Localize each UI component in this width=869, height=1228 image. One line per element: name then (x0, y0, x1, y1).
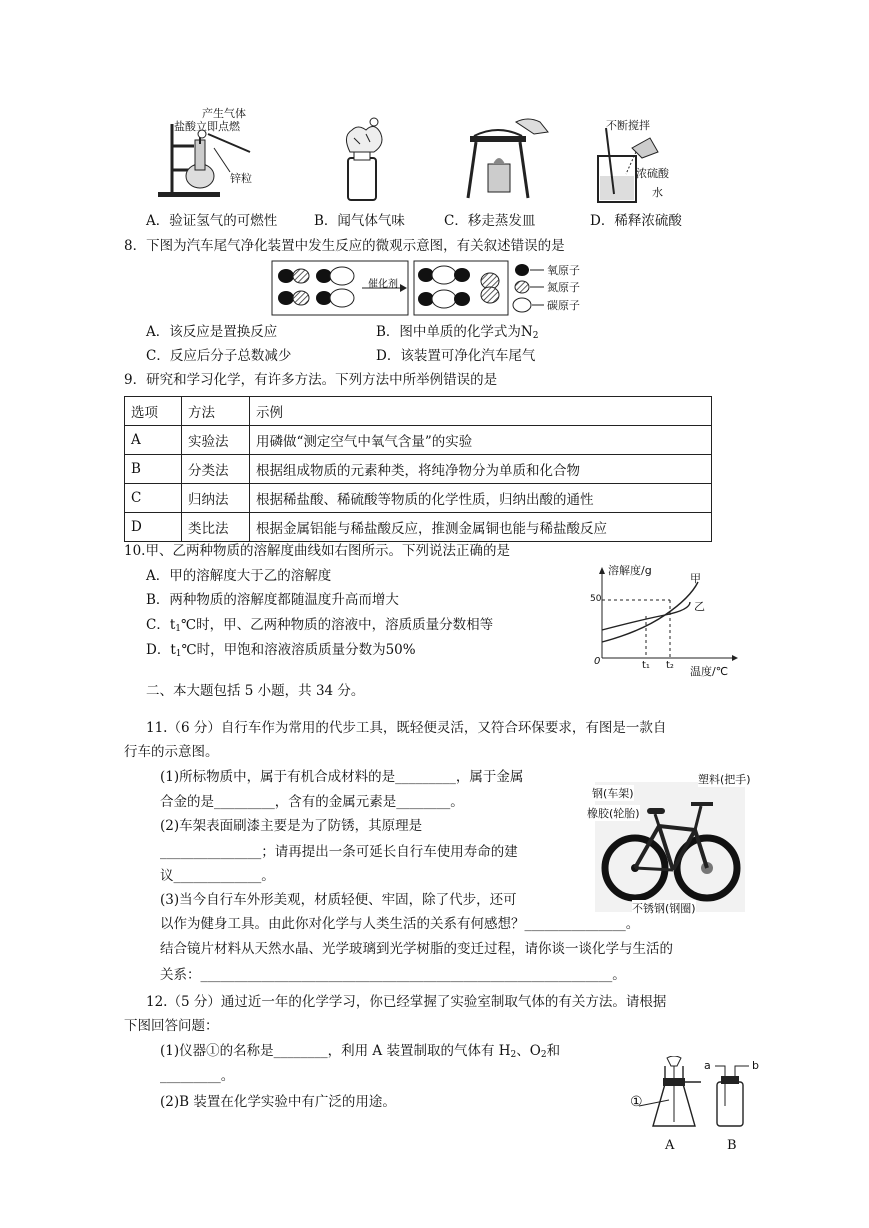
q12-line-3: (1)仪器①的名称是________，利用 A 装置制取的气体有 $H_2$、$O_2$和 (160, 1043, 561, 1060)
q10-graph-origin: 0 (594, 656, 601, 667)
q10-graph-series-yi: 乙 (694, 600, 705, 613)
q9-stem: 9．研究和学习化学，有许多方法。下列方法中所举例错误的是 (124, 372, 498, 388)
q10-graph-ytick-50: 50 (590, 594, 602, 604)
q7-figure-b-smell-gas (340, 116, 390, 202)
q11-bike-label-plastic: 塑料(把手) (698, 773, 751, 786)
table-cell: A (125, 426, 182, 455)
q12-line-4: _________。 (160, 1068, 235, 1084)
q7-label-conc-acid: 浓硫酸 (636, 167, 669, 180)
q7-figure-c-evaporating-dish (460, 112, 550, 204)
q8-legend-oxygen: 氧原子 (547, 264, 580, 277)
q7-option-b: B．闻气体气味 (314, 213, 405, 229)
q7-option-a: A．验证氢气的可燃性 (146, 213, 278, 229)
q8-legend-carbon: 碳原子 (547, 299, 580, 312)
table-row (125, 426, 712, 455)
table-cell: 根据组成物质的元素种类，将纯净物分为单质和化合物 (250, 455, 712, 484)
q10-option-c: C．$t_1℃$时，甲、乙两种物质的溶液中，溶质质量分数相等 (146, 617, 494, 634)
q8-option-d: D．该装置可净化汽车尾气 (376, 348, 536, 364)
q12-line-1: 12.（5 分）通过近一年的化学学习，你已经掌握了实验室制取气体的有关方法。请根据 (146, 994, 667, 1010)
q10-curve-jia-path (602, 582, 698, 642)
q7-option-c: C．移走蒸发皿 (444, 213, 536, 229)
q7-label-stir: 不断搅拌 (606, 119, 650, 132)
q11-line-7: 议_____________。 (160, 868, 275, 884)
q10-option-d: D．$t_1℃$时，甲饱和溶液溶质质量分数为50% (146, 642, 416, 659)
q10-graph-t1: t₁ (642, 660, 650, 671)
table-row (125, 455, 712, 484)
q11-line-6: _______________；请再提出一条可延长自行车使用寿命的建 (160, 844, 518, 860)
q11-line-3: (1)所标物质中，属于有机合成材料的是_________，属于金属 (160, 769, 524, 785)
table-header-cell: 示例 (250, 397, 712, 426)
q11-line-5: (2)车架表面刷漆主要是为了防锈，其原理是 (160, 818, 423, 834)
q7-label-zinc: 锌粒 (230, 172, 252, 185)
q11-line-4: 合金的是_________，含有的金属元素是________。 (160, 794, 464, 810)
q11-bike-label-rubber: 橡胶(轮胎) (587, 807, 640, 820)
q8-catalyst-label: 催化剂 (368, 279, 398, 290)
q7-label-hcl: 盐酸立即点燃 (174, 120, 240, 133)
q7-option-d: D．稀释浓硫酸 (590, 213, 682, 229)
q10-graph-t2: t₂ (666, 660, 674, 671)
q11-line-10: 结合镜片材料从天然水晶、光学玻璃到光学树脂的变迁过程，请你谈一谈化学与生活的 (160, 941, 673, 957)
table-cell: 根据金属铝能与稀盐酸反应，推测金属铜也能与稀盐酸反应 (250, 513, 712, 542)
table-cell: D (125, 513, 182, 542)
q10-graph-xlabel: 温度/℃ (690, 665, 729, 678)
q10-stem: 10.甲、乙两种物质的溶解度曲线如右图所示。下列说法正确的是 (124, 543, 510, 559)
q11-line-2: 行车的示意图。 (124, 744, 219, 760)
q12-fig-caption-B: B (727, 1138, 737, 1153)
q11-line-1: 11.（6 分）自行车作为常用的代步工具，既轻便灵活，又符合环保要求，有图是一款自 (146, 720, 667, 736)
q10-graph-series-jia: 甲 (690, 572, 701, 585)
q10-option-b: B．两种物质的溶解度都随温度升高而增大 (146, 592, 399, 608)
q12-fig-label-b: b (752, 1059, 759, 1072)
q12-fig-label-a: a (704, 1059, 711, 1072)
q12-line-5: (2)B 装置在化学实验中有广泛的用途。 (160, 1094, 396, 1110)
q11-bicycle-figure (595, 782, 745, 912)
q9-methods-table (124, 396, 712, 542)
q7-label-water: 水 (652, 186, 663, 199)
q8-option-c: C．反应后分子总数减少 (146, 348, 292, 364)
table-row (125, 513, 712, 542)
table-header-cell: 选项 (125, 397, 182, 426)
section-2-heading: 二、本大题包括 5 小题，共 34 分。 (146, 683, 365, 699)
q11-line-11: 关系：_____________________________________________________________。 (160, 967, 626, 983)
table-cell: 用磷做“测定空气中氧气含量”的实验 (250, 426, 712, 455)
table-cell: 分类法 (182, 455, 250, 484)
table-header-row (125, 397, 712, 426)
q10-option-a: A．甲的溶解度大于乙的溶解度 (146, 568, 332, 584)
q10-graph-ylabel: 溶解度/g (608, 564, 652, 577)
q11-bike-label-stainless: 不锈钢(钢圈) (632, 902, 696, 915)
table-cell: B (125, 455, 182, 484)
table-row (125, 484, 712, 513)
q12-line-2: 下图回答问题： (124, 1018, 219, 1034)
table-cell: 类比法 (182, 513, 250, 542)
q11-line-9: 以作为健身工具。由此你对化学与人类生活的关系有何感想？_______________。 (160, 916, 640, 932)
q8-legend-nitrogen: 氮原子 (547, 281, 580, 294)
q8-option-b: B．图中单质的化学式为$N_2$ (376, 324, 539, 341)
q7-label-gas: 产生气体 (202, 107, 246, 120)
table-cell: 根据稀盐酸、稀硫酸等物质的化学性质，归纳出酸的通性 (250, 484, 712, 513)
q12-fig-label-circle-1: ① (630, 1094, 643, 1110)
q11-bike-label-steel: 钢(车架) (592, 787, 634, 800)
table-cell: 实验法 (182, 426, 250, 455)
table-header-cell: 方法 (182, 397, 250, 426)
q8-option-a: A．该反应是置换反应 (146, 324, 278, 340)
q11-line-8: (3)当今自行车外形美观，材质轻便、牢固，除了代步，还可 (160, 892, 517, 908)
table-cell: 归纳法 (182, 484, 250, 513)
q8-stem: 8．下图为汽车尾气净化装置中发生反应的微观示意图，有关叙述错误的是 (124, 238, 565, 254)
q12-fig-caption-A: A (665, 1138, 675, 1153)
table-cell: C (125, 484, 182, 513)
